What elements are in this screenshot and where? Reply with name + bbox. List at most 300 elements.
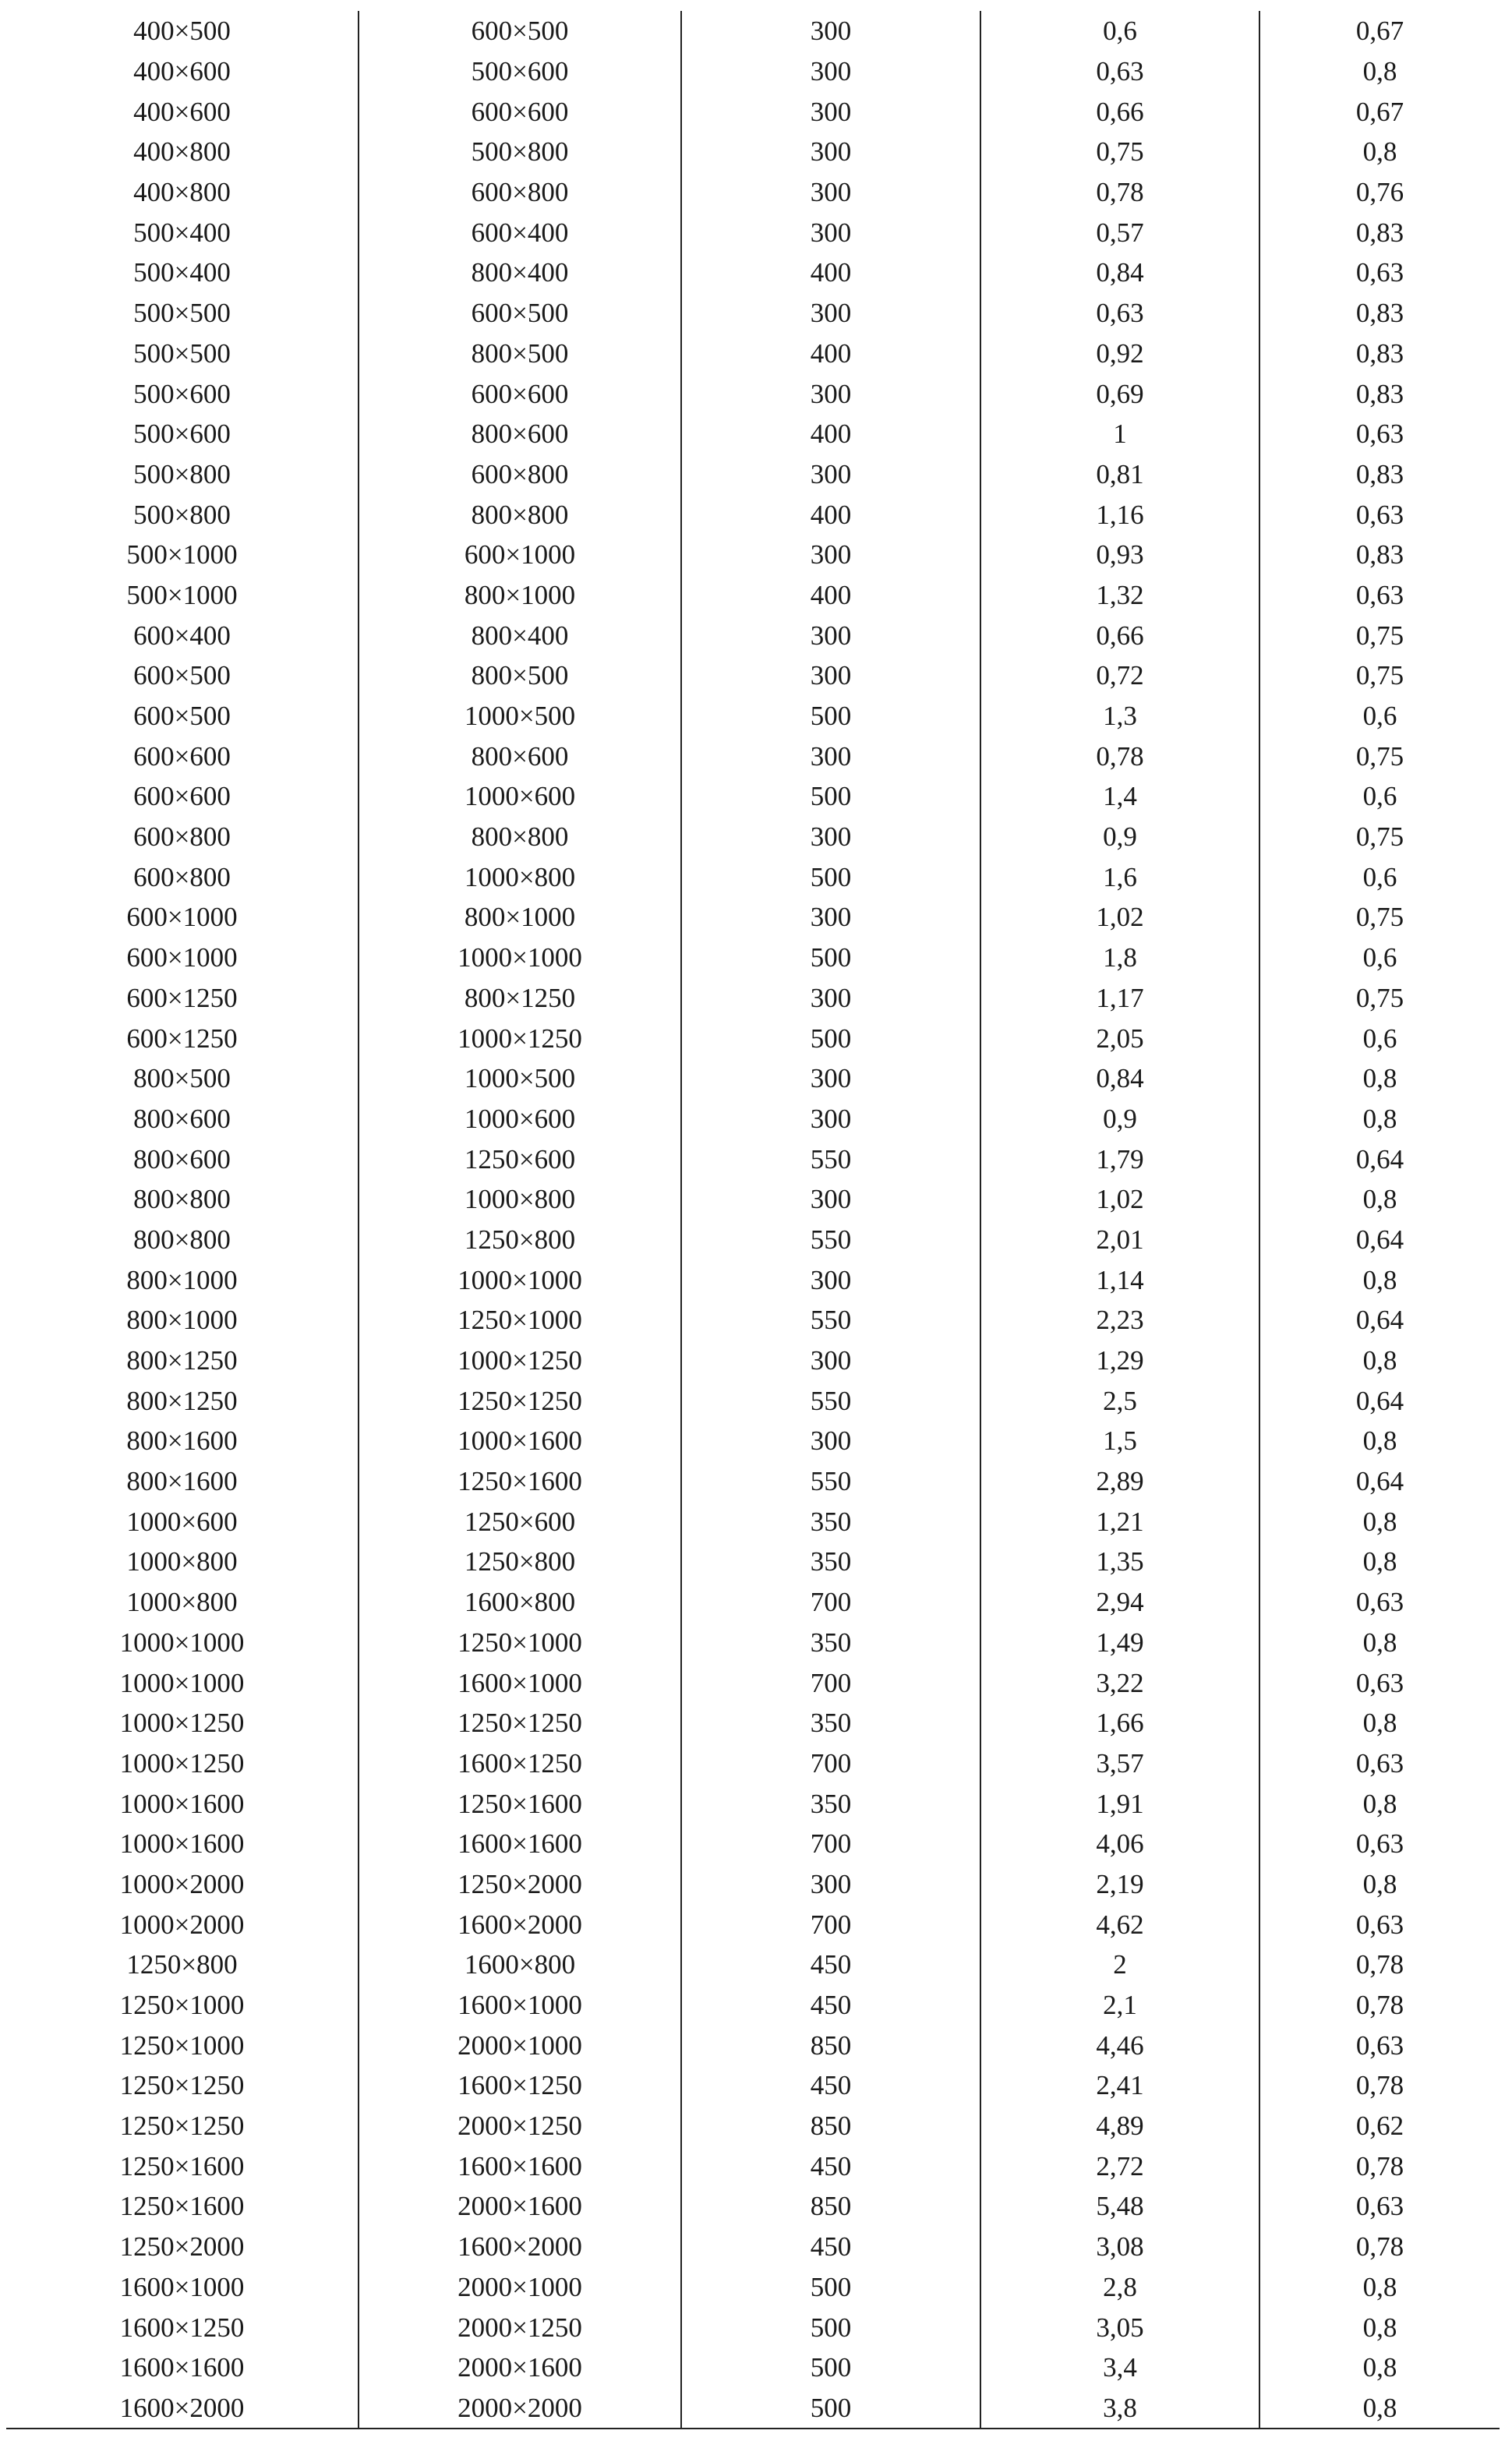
table-cell: 0,64 bbox=[1259, 1461, 1500, 1502]
table-row bbox=[6, 2267, 1500, 2308]
table-cell: 1000×1250 bbox=[119, 1708, 245, 1739]
table-cell: 300 bbox=[681, 1421, 980, 1461]
table-cell: 0,63 bbox=[980, 293, 1259, 334]
table-row bbox=[6, 857, 1500, 897]
table-cell: 600×400 bbox=[359, 212, 681, 253]
table-cell: 1250×1250 bbox=[119, 2070, 245, 2101]
table-cell: 1000×1000 bbox=[359, 1259, 681, 1300]
table-cell: 1,32 bbox=[980, 575, 1259, 616]
table-cell: 1600×1600 bbox=[359, 2146, 681, 2186]
table-body bbox=[6, 11, 1500, 2429]
table-cell: 0,63 bbox=[1259, 2186, 1500, 2227]
table-cell: 700 bbox=[681, 1824, 980, 1864]
table-cell: 0,6 bbox=[1259, 776, 1500, 817]
table-cell: 1,16 bbox=[980, 494, 1259, 535]
table-cell: 800×500 bbox=[133, 1063, 231, 1094]
table-cell: 1250×1000 bbox=[119, 1990, 245, 2021]
table-cell: 800×800 bbox=[133, 1184, 231, 1215]
table-cell: 500×800 bbox=[359, 132, 681, 172]
table-cell: 0,8 bbox=[1259, 1179, 1500, 1220]
table-cell: 0,8 bbox=[1259, 1341, 1500, 1381]
table-row bbox=[6, 1743, 1500, 1784]
table-cell: 800×600 bbox=[359, 414, 681, 454]
table-cell: 600×800 bbox=[359, 454, 681, 495]
table-cell: 800×500 bbox=[359, 334, 681, 374]
table-cell: 0,63 bbox=[1259, 1582, 1500, 1623]
table-cell: 1250×1600 bbox=[359, 1461, 681, 1502]
table-cell: 1250×1600 bbox=[119, 2191, 245, 2222]
table-cell: 0,63 bbox=[980, 51, 1259, 92]
table-cell: 800×600 bbox=[133, 1103, 231, 1134]
table-cell: 300 bbox=[681, 978, 980, 1019]
table-cell: 1000×1000 bbox=[359, 938, 681, 978]
table-cell: 1600×1000 bbox=[119, 2271, 245, 2302]
table-cell: 600×500 bbox=[133, 660, 231, 691]
table-cell: 0,63 bbox=[1259, 1824, 1500, 1864]
table-cell: 300 bbox=[681, 655, 980, 696]
table-cell: 1,35 bbox=[980, 1542, 1259, 1582]
table-cell: 0,8 bbox=[1259, 1864, 1500, 1905]
table-row bbox=[6, 575, 1500, 616]
table-cell: 0,75 bbox=[1259, 978, 1500, 1019]
table-row bbox=[6, 1582, 1500, 1623]
table-row bbox=[6, 776, 1500, 817]
table-cell: 800×800 bbox=[359, 494, 681, 535]
table-cell: 0,64 bbox=[1259, 1380, 1500, 1421]
table-cell: 500 bbox=[681, 2307, 980, 2347]
table-cell: 2,19 bbox=[980, 1864, 1259, 1905]
table-cell: 350 bbox=[681, 1542, 980, 1582]
table-cell: 0,63 bbox=[1259, 1904, 1500, 1945]
table-cell: 3,8 bbox=[980, 2388, 1259, 2429]
table-cell: 0,63 bbox=[1259, 494, 1500, 535]
table-cell: 1,6 bbox=[980, 857, 1259, 897]
table-cell: 0,8 bbox=[1259, 1623, 1500, 1663]
table-cell: 0,66 bbox=[980, 615, 1259, 655]
table-cell: 600×1000 bbox=[126, 902, 238, 933]
table-cell: 0,6 bbox=[1259, 696, 1500, 737]
table-cell: 0,67 bbox=[1259, 11, 1500, 51]
table-cell: 1250×800 bbox=[359, 1220, 681, 1260]
table-row bbox=[6, 978, 1500, 1019]
table-cell: 0,83 bbox=[1259, 454, 1500, 495]
table-cell: 0,75 bbox=[1259, 817, 1500, 857]
table-cell: 1250×800 bbox=[359, 1542, 681, 1582]
table-cell: 0,75 bbox=[1259, 655, 1500, 696]
table-cell: 0,81 bbox=[980, 454, 1259, 495]
table-cell: 1250×1600 bbox=[359, 1783, 681, 1824]
table-cell: 700 bbox=[681, 1743, 980, 1784]
table-cell: 500×400 bbox=[133, 217, 231, 248]
table-cell: 2,89 bbox=[980, 1461, 1259, 1502]
table-row bbox=[6, 1783, 1500, 1824]
data-table bbox=[6, 11, 1500, 2429]
table-row bbox=[6, 51, 1500, 92]
table-cell: 300 bbox=[681, 172, 980, 213]
table-cell: 600×1000 bbox=[126, 942, 238, 973]
table-cell: 1,4 bbox=[980, 776, 1259, 817]
table-cell: 0,93 bbox=[980, 535, 1259, 575]
table-row bbox=[6, 1824, 1500, 1864]
table-cell: 400×800 bbox=[133, 136, 231, 168]
table-row bbox=[6, 2186, 1500, 2227]
table-row bbox=[6, 1139, 1500, 1179]
table-cell: 300 bbox=[681, 897, 980, 938]
table-cell: 2000×1250 bbox=[359, 2106, 681, 2146]
table-cell: 550 bbox=[681, 1139, 980, 1179]
table-cell: 300 bbox=[681, 454, 980, 495]
table-row bbox=[6, 736, 1500, 776]
table-cell: 300 bbox=[681, 212, 980, 253]
table-cell: 600×1250 bbox=[126, 1023, 238, 1054]
table-cell: 400×600 bbox=[133, 96, 231, 127]
table-cell: 500×400 bbox=[133, 257, 231, 288]
table-cell: 500×600 bbox=[133, 419, 231, 450]
table-cell: 600×1000 bbox=[359, 535, 681, 575]
table-cell: 2,05 bbox=[980, 1018, 1259, 1058]
table-cell: 1000×1250 bbox=[119, 1747, 245, 1779]
table-cell: 1000×500 bbox=[359, 696, 681, 737]
table-cell: 800×1250 bbox=[126, 1385, 238, 1416]
table-cell: 450 bbox=[681, 2065, 980, 2106]
table-cell: 400 bbox=[681, 494, 980, 535]
table-cell: 2000×1000 bbox=[359, 2025, 681, 2065]
table-cell: 1250×1000 bbox=[119, 2029, 245, 2061]
table-cell: 0,78 bbox=[980, 172, 1259, 213]
table-cell: 800×1000 bbox=[359, 575, 681, 616]
table-cell: 550 bbox=[681, 1300, 980, 1341]
table-cell: 0,63 bbox=[1259, 414, 1500, 454]
table-cell: 1,21 bbox=[980, 1501, 1259, 1542]
table-cell: 0,78 bbox=[1259, 2065, 1500, 2106]
table-cell: 700 bbox=[681, 1582, 980, 1623]
table-row bbox=[6, 2388, 1500, 2429]
table-cell: 1,91 bbox=[980, 1783, 1259, 1824]
table-cell: 550 bbox=[681, 1380, 980, 1421]
table-row bbox=[6, 1703, 1500, 1743]
table-row bbox=[6, 172, 1500, 213]
table-cell: 1600×1000 bbox=[359, 1662, 681, 1703]
table-cell: 1600×1600 bbox=[119, 2352, 245, 2383]
table-cell: 0,64 bbox=[1259, 1139, 1500, 1179]
table-cell: 2,23 bbox=[980, 1300, 1259, 1341]
table-cell: 1,29 bbox=[980, 1341, 1259, 1381]
table-cell: 0,6 bbox=[1259, 1018, 1500, 1058]
table-row bbox=[6, 938, 1500, 978]
table-cell: 800×1250 bbox=[126, 1345, 238, 1376]
table-cell: 800×800 bbox=[133, 1224, 231, 1255]
table-row bbox=[6, 897, 1500, 938]
table-cell: 400×500 bbox=[133, 16, 231, 47]
table-cell: 800×1000 bbox=[126, 1305, 238, 1336]
table-cell: 0,78 bbox=[1259, 2227, 1500, 2267]
table-cell: 850 bbox=[681, 2025, 980, 2065]
table-row bbox=[6, 1421, 1500, 1461]
table-cell: 0,9 bbox=[980, 817, 1259, 857]
table-cell: 1600×800 bbox=[359, 1582, 681, 1623]
table-cell: 3,08 bbox=[980, 2227, 1259, 2267]
table-cell: 600×1250 bbox=[126, 982, 238, 1013]
table-cell: 300 bbox=[681, 51, 980, 92]
table-cell: 0,64 bbox=[1259, 1220, 1500, 1260]
table-cell: 2,5 bbox=[980, 1380, 1259, 1421]
table-cell: 300 bbox=[681, 373, 980, 414]
table-row bbox=[6, 2307, 1500, 2347]
table-cell: 300 bbox=[681, 1341, 980, 1381]
table-cell: 600×400 bbox=[133, 620, 231, 651]
table-cell: 1250×600 bbox=[359, 1139, 681, 1179]
table-cell: 0,78 bbox=[1259, 1985, 1500, 2026]
table-cell: 600×500 bbox=[359, 293, 681, 334]
table-cell: 500 bbox=[681, 1018, 980, 1058]
table-row bbox=[6, 2227, 1500, 2267]
table-cell: 300 bbox=[681, 1259, 980, 1300]
table-cell: 1,79 bbox=[980, 1139, 1259, 1179]
table-cell: 1 bbox=[980, 414, 1259, 454]
table-cell: 3,57 bbox=[980, 1743, 1259, 1784]
table-cell: 1600×1250 bbox=[359, 2065, 681, 2106]
table-cell: 800×600 bbox=[359, 736, 681, 776]
table-cell: 4,06 bbox=[980, 1824, 1259, 1864]
table-row bbox=[6, 1220, 1500, 1260]
table-cell: 1250×1250 bbox=[119, 2111, 245, 2142]
table-cell: 1,17 bbox=[980, 978, 1259, 1019]
table-row bbox=[6, 1099, 1500, 1139]
table-cell: 300 bbox=[681, 293, 980, 334]
table-cell: 450 bbox=[681, 1945, 980, 1985]
table-cell: 800×500 bbox=[359, 655, 681, 696]
table-cell: 450 bbox=[681, 1985, 980, 2026]
table-cell: 0,8 bbox=[1259, 2388, 1500, 2429]
table-cell: 0,69 bbox=[980, 373, 1259, 414]
table-cell: 800×1600 bbox=[126, 1466, 238, 1497]
table-cell: 800×1250 bbox=[359, 978, 681, 1019]
table-cell: 1000×1600 bbox=[119, 1788, 245, 1819]
table-row bbox=[6, 2025, 1500, 2065]
table-cell: 400 bbox=[681, 575, 980, 616]
table-cell: 300 bbox=[681, 1179, 980, 1220]
table-cell: 1000×600 bbox=[359, 776, 681, 817]
table-cell: 1000×800 bbox=[126, 1546, 238, 1577]
table-cell: 0,6 bbox=[1259, 857, 1500, 897]
table-cell: 500 bbox=[681, 2267, 980, 2308]
table-cell: 2000×1000 bbox=[359, 2267, 681, 2308]
table-cell: 800×400 bbox=[359, 615, 681, 655]
table-cell: 300 bbox=[681, 132, 980, 172]
table-cell: 600×800 bbox=[133, 821, 231, 853]
table-row bbox=[6, 1058, 1500, 1099]
table-cell: 2,1 bbox=[980, 1985, 1259, 2026]
table-row bbox=[6, 373, 1500, 414]
table-cell: 4,62 bbox=[980, 1904, 1259, 1945]
table-cell: 450 bbox=[681, 2227, 980, 2267]
table-cell: 350 bbox=[681, 1703, 980, 1743]
table-row bbox=[6, 414, 1500, 454]
table-cell: 3,05 bbox=[980, 2307, 1259, 2347]
table-row bbox=[6, 2106, 1500, 2146]
table-cell: 0,57 bbox=[980, 212, 1259, 253]
table-cell: 550 bbox=[681, 1461, 980, 1502]
table-cell: 0,83 bbox=[1259, 212, 1500, 253]
table-cell: 1250×1000 bbox=[359, 1623, 681, 1663]
table-cell: 600×800 bbox=[359, 172, 681, 213]
table-cell: 600×500 bbox=[133, 701, 231, 732]
table-cell: 0,66 bbox=[980, 91, 1259, 132]
table-cell: 850 bbox=[681, 2106, 980, 2146]
table-cell: 300 bbox=[681, 91, 980, 132]
table-cell: 400 bbox=[681, 253, 980, 293]
table-cell: 500 bbox=[681, 2347, 980, 2388]
table-cell: 400×800 bbox=[133, 177, 231, 208]
table-cell: 500 bbox=[681, 696, 980, 737]
table-cell: 3,22 bbox=[980, 1662, 1259, 1703]
table-cell: 1600×1250 bbox=[359, 1743, 681, 1784]
table-row bbox=[6, 293, 1500, 334]
table-cell: 1250×600 bbox=[359, 1501, 681, 1542]
table-row bbox=[6, 696, 1500, 737]
table-cell: 2000×1250 bbox=[359, 2307, 681, 2347]
table-cell: 1000×800 bbox=[359, 1179, 681, 1220]
table-cell: 0,63 bbox=[1259, 2025, 1500, 2065]
table-cell: 0,8 bbox=[1259, 1421, 1500, 1461]
table-cell: 0,8 bbox=[1259, 1703, 1500, 1743]
table-cell: 0,63 bbox=[1259, 1662, 1500, 1703]
table-row bbox=[6, 1945, 1500, 1985]
table-row bbox=[6, 615, 1500, 655]
table-cell: 500×800 bbox=[133, 499, 231, 530]
table-cell: 600×600 bbox=[133, 781, 231, 812]
table-cell: 0,83 bbox=[1259, 373, 1500, 414]
table-cell: 1000×2000 bbox=[119, 1909, 245, 1940]
table-cell: 0,78 bbox=[1259, 2146, 1500, 2186]
table-cell: 0,8 bbox=[1259, 2347, 1500, 2388]
table-cell: 0,75 bbox=[1259, 615, 1500, 655]
table-cell: 500×1000 bbox=[126, 579, 238, 610]
table-cell: 0,72 bbox=[980, 655, 1259, 696]
table-cell: 0,75 bbox=[980, 132, 1259, 172]
table-cell: 2000×1600 bbox=[359, 2186, 681, 2227]
table-cell: 1250×1250 bbox=[359, 1703, 681, 1743]
table-cell: 600×500 bbox=[359, 11, 681, 51]
table-cell: 300 bbox=[681, 535, 980, 575]
table-cell: 1000×1250 bbox=[359, 1018, 681, 1058]
table-cell: 2 bbox=[980, 1945, 1259, 1985]
table-cell: 1,8 bbox=[980, 938, 1259, 978]
table-cell: 1,5 bbox=[980, 1421, 1259, 1461]
table-row bbox=[6, 1864, 1500, 1905]
table-cell: 800×800 bbox=[359, 817, 681, 857]
table-cell: 1600×2000 bbox=[359, 1904, 681, 1945]
table-row bbox=[6, 11, 1500, 51]
table-cell: 1,14 bbox=[980, 1259, 1259, 1300]
table-cell: 1000×500 bbox=[359, 1058, 681, 1099]
table-cell: 0,8 bbox=[1259, 1783, 1500, 1824]
table-row bbox=[6, 132, 1500, 172]
table-row bbox=[6, 1380, 1500, 1421]
table-cell: 1600×1600 bbox=[359, 1824, 681, 1864]
table-cell: 1600×800 bbox=[359, 1945, 681, 1985]
table-row bbox=[6, 1259, 1500, 1300]
table-cell: 0,75 bbox=[1259, 897, 1500, 938]
table-row bbox=[6, 535, 1500, 575]
table-cell: 800×1600 bbox=[126, 1425, 238, 1457]
table-cell: 350 bbox=[681, 1623, 980, 1663]
table-cell: 0,67 bbox=[1259, 91, 1500, 132]
table-cell: 500×1000 bbox=[126, 539, 238, 571]
table-cell: 600×600 bbox=[359, 373, 681, 414]
table-row bbox=[6, 2347, 1500, 2388]
table-cell: 0,8 bbox=[1259, 1542, 1500, 1582]
table-row bbox=[6, 1461, 1500, 1502]
table-cell: 1600×1250 bbox=[119, 2312, 245, 2343]
table-cell: 500 bbox=[681, 2388, 980, 2429]
table-cell: 1250×800 bbox=[126, 1949, 238, 1980]
table-row bbox=[6, 454, 1500, 495]
table-cell: 1250×1000 bbox=[359, 1300, 681, 1341]
table-cell: 2,94 bbox=[980, 1582, 1259, 1623]
table-cell: 700 bbox=[681, 1662, 980, 1703]
table-cell: 1000×800 bbox=[359, 857, 681, 897]
table-cell: 300 bbox=[681, 817, 980, 857]
table-cell: 400×600 bbox=[133, 56, 231, 87]
table-cell: 0,92 bbox=[980, 334, 1259, 374]
table-row bbox=[6, 253, 1500, 293]
table-cell: 0,8 bbox=[1259, 2307, 1500, 2347]
table-row bbox=[6, 1904, 1500, 1945]
table-cell: 1000×1600 bbox=[119, 1828, 245, 1860]
table-row bbox=[6, 91, 1500, 132]
table-cell: 1250×2000 bbox=[119, 2231, 245, 2263]
table-cell: 450 bbox=[681, 2146, 980, 2186]
table-row bbox=[6, 2065, 1500, 2106]
table-cell: 1,02 bbox=[980, 1179, 1259, 1220]
table-cell: 0,62 bbox=[1259, 2106, 1500, 2146]
table-cell: 0,8 bbox=[1259, 1099, 1500, 1139]
table-cell: 1600×1000 bbox=[359, 1985, 681, 2026]
table-cell: 300 bbox=[681, 615, 980, 655]
table-row bbox=[6, 655, 1500, 696]
table-row bbox=[6, 1018, 1500, 1058]
table-cell: 0,83 bbox=[1259, 334, 1500, 374]
table-cell: 2000×1600 bbox=[359, 2347, 681, 2388]
table-row bbox=[6, 1300, 1500, 1341]
table-cell: 2,41 bbox=[980, 2065, 1259, 2106]
table-cell: 1000×1000 bbox=[119, 1627, 245, 1658]
table-cell: 2,8 bbox=[980, 2267, 1259, 2308]
table-row bbox=[6, 1623, 1500, 1663]
table-cell: 0,8 bbox=[1259, 51, 1500, 92]
table-cell: 1000×600 bbox=[359, 1099, 681, 1139]
table-cell: 400 bbox=[681, 334, 980, 374]
table-cell: 4,46 bbox=[980, 2025, 1259, 2065]
table-cell: 0,64 bbox=[1259, 1300, 1500, 1341]
table-cell: 550 bbox=[681, 1220, 980, 1260]
table-cell: 0,63 bbox=[1259, 253, 1500, 293]
table-cell: 0,8 bbox=[1259, 1501, 1500, 1542]
table-cell: 1600×2000 bbox=[6, 2388, 359, 2429]
table-cell: 0,8 bbox=[1259, 1259, 1500, 1300]
table-cell: 1600×2000 bbox=[359, 2227, 681, 2267]
table-cell: 500×500 bbox=[133, 298, 231, 329]
table-cell: 300 bbox=[681, 1864, 980, 1905]
table-cell: 1,49 bbox=[980, 1623, 1259, 1663]
table-row bbox=[6, 817, 1500, 857]
table-cell: 500 bbox=[681, 857, 980, 897]
table-cell: 800×1000 bbox=[359, 897, 681, 938]
table-cell: 1000×600 bbox=[126, 1506, 238, 1537]
table-cell: 1000×1000 bbox=[119, 1667, 245, 1698]
table-cell: 0,84 bbox=[980, 253, 1259, 293]
